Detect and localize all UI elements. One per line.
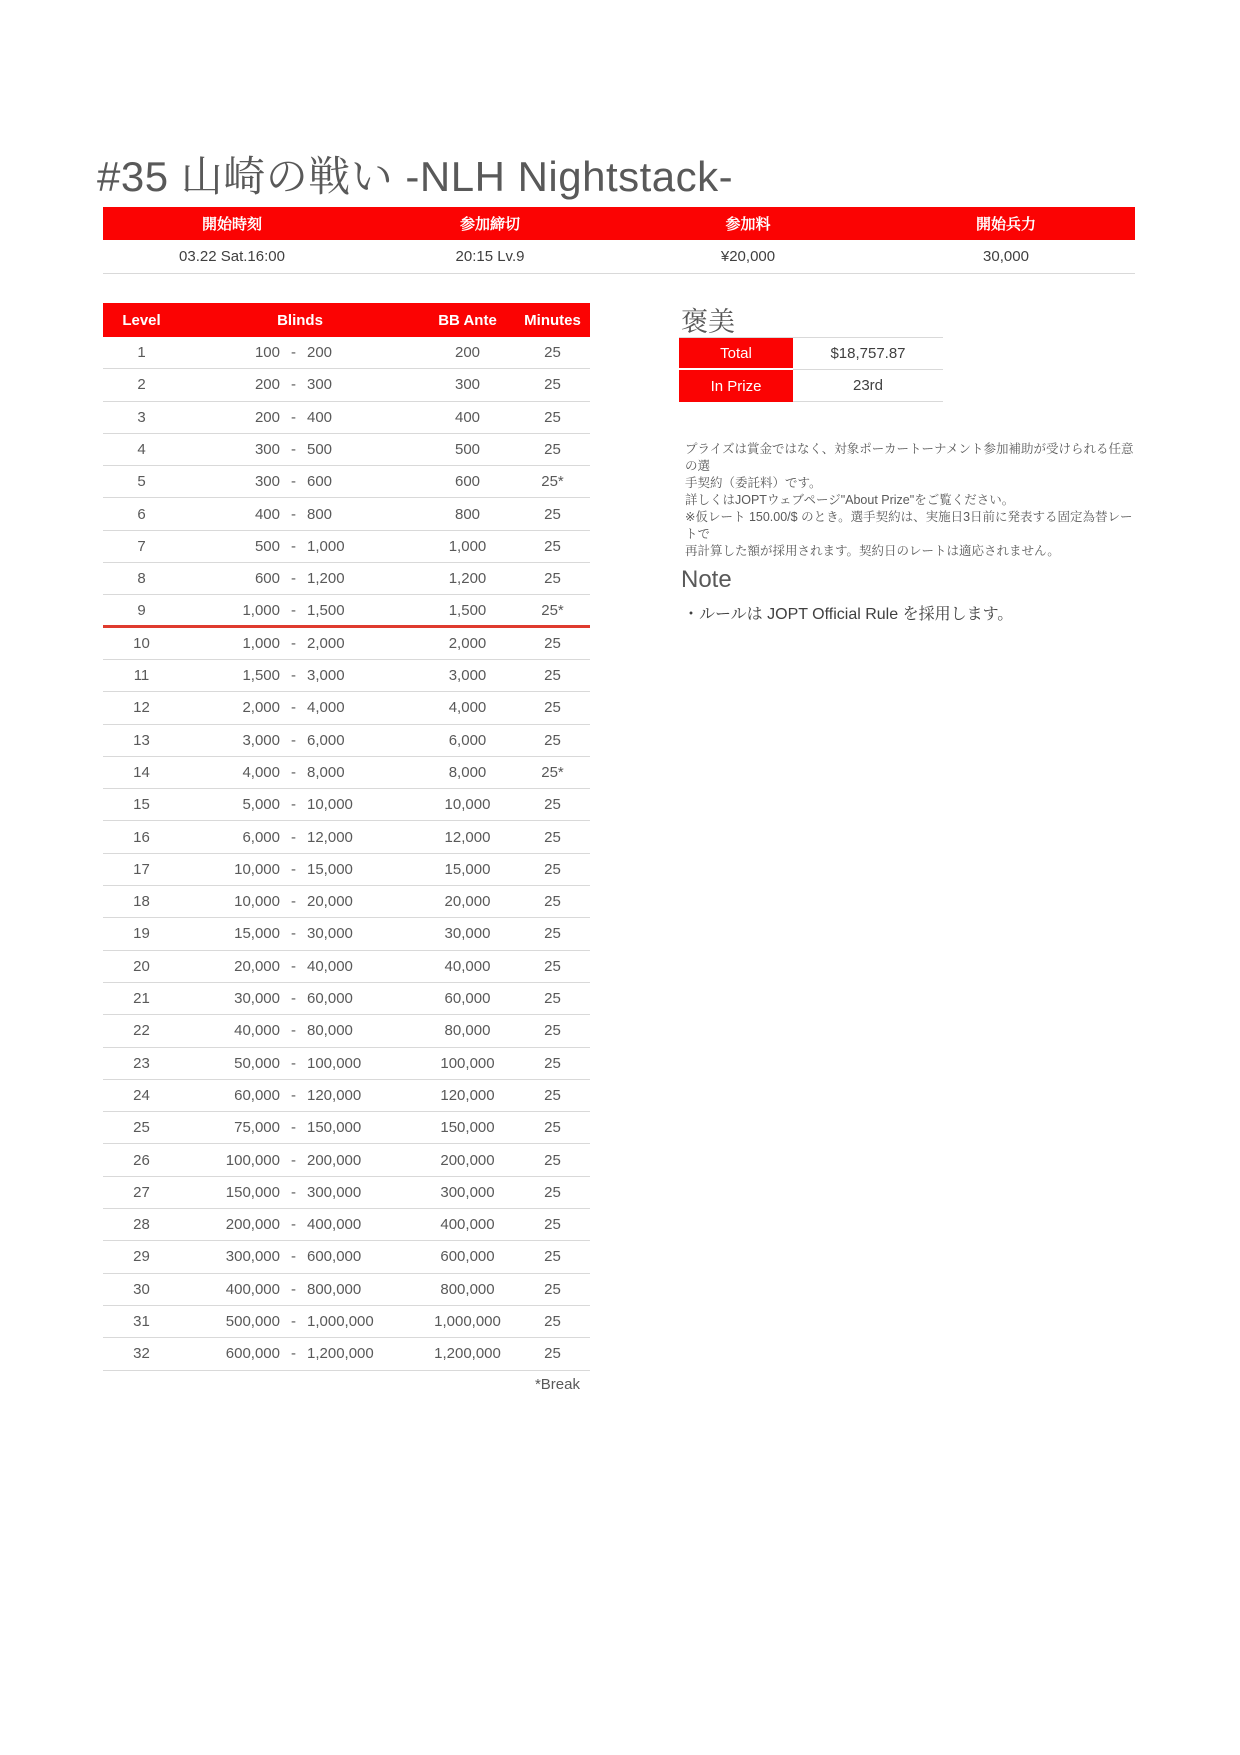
structure-row <box>103 918 590 950</box>
prize-note-line: 詳しくはJOPTウェブページ"About Prize"をご覧ください。 <box>685 493 1015 507</box>
bb-ante-cell: 1,000,000 <box>434 1313 501 1331</box>
blinds-separator: - <box>291 1054 296 1072</box>
blinds-separator: - <box>291 344 296 362</box>
bb-ante-cell: 40,000 <box>444 957 491 975</box>
bb-ante-cell: 1,500 <box>448 601 487 619</box>
big-blind-cell: 2,000 <box>307 634 345 652</box>
structure-row <box>103 466 590 498</box>
structure-row <box>103 337 590 369</box>
note-items <box>683 604 1013 626</box>
bb-ante-cell: 20,000 <box>444 893 491 911</box>
structure-row <box>103 563 590 595</box>
bb-ante-cell: 60,000 <box>444 990 491 1008</box>
structure-row <box>103 1209 590 1241</box>
small-blind-cell: 5,000 <box>242 796 280 814</box>
level-cell: 18 <box>133 893 150 911</box>
big-blind-cell: 10,000 <box>307 796 353 814</box>
bb-ante-cell: 600,000 <box>440 1248 495 1266</box>
structure-row <box>103 1241 590 1273</box>
small-blind-cell: 400,000 <box>225 1280 280 1298</box>
level-cell: 12 <box>133 699 150 717</box>
blinds-separator: - <box>291 893 296 911</box>
level-cell: 19 <box>133 925 150 943</box>
bb-ante-cell: 2,000 <box>448 634 487 652</box>
level-cell: 23 <box>133 1054 150 1072</box>
level-cell: 7 <box>137 537 146 555</box>
info-values-row <box>103 240 1135 274</box>
blinds-separator: - <box>291 990 296 1008</box>
prize-row-total <box>679 338 943 370</box>
level-cell: 5 <box>137 473 146 491</box>
small-blind-cell: 400 <box>254 505 280 523</box>
bb-ante-cell: 12,000 <box>444 828 491 846</box>
big-blind-cell: 200,000 <box>307 1151 362 1169</box>
info-header-entry-fee: 参加料 <box>725 216 771 233</box>
big-blind-cell: 500 <box>307 441 333 459</box>
big-blind-cell: 300,000 <box>307 1183 362 1201</box>
bb-ante-cell: 80,000 <box>444 1022 491 1040</box>
note-heading: Note <box>681 566 732 593</box>
blinds-separator: - <box>291 731 296 749</box>
level-cell: 27 <box>133 1183 150 1201</box>
bb-ante-cell: 800 <box>454 505 481 523</box>
structure-row <box>103 757 590 789</box>
small-blind-cell: 200 <box>254 408 280 426</box>
small-blind-cell: 2,000 <box>242 699 280 717</box>
blinds-separator: - <box>291 860 296 878</box>
info-header-starting-stack: 開始兵力 <box>975 216 1036 233</box>
big-blind-cell: 400,000 <box>307 1216 362 1234</box>
big-blind-cell: 150,000 <box>307 1119 362 1137</box>
structure-row <box>103 983 590 1015</box>
minutes-cell: 25 <box>544 699 561 717</box>
bb-ante-cell: 200 <box>454 344 481 362</box>
blinds-separator: - <box>291 1216 296 1234</box>
small-blind-cell: 1,000 <box>242 634 280 652</box>
big-blind-cell: 800 <box>307 505 333 523</box>
level-cell: 14 <box>133 764 150 781</box>
bb-ante-cell: 300 <box>454 376 481 394</box>
blind-structure-table <box>103 303 590 1371</box>
level-cell: 29 <box>133 1248 150 1266</box>
level-cell: 4 <box>137 441 146 459</box>
small-blind-cell: 75,000 <box>234 1119 280 1137</box>
small-blind-cell: 50,000 <box>234 1054 280 1072</box>
header-level: Level <box>122 311 161 329</box>
info-value-reg-close: 20:15 Lv.9 <box>455 248 525 265</box>
minutes-cell: 25 <box>544 634 561 652</box>
blinds-separator: - <box>291 1345 296 1363</box>
minutes-cell: 25 <box>544 667 561 685</box>
big-blind-cell: 1,500 <box>307 601 345 619</box>
structure-row <box>103 1306 590 1338</box>
big-blind-cell: 12,000 <box>307 828 353 846</box>
minutes-cell: 25 <box>544 860 561 878</box>
small-blind-cell: 4,000 <box>242 764 280 781</box>
big-blind-cell: 600 <box>307 473 333 491</box>
small-blind-cell: 200,000 <box>225 1216 280 1234</box>
big-blind-cell: 600,000 <box>307 1248 362 1266</box>
bb-ante-cell: 6,000 <box>448 731 487 749</box>
info-header-bar <box>103 207 1135 240</box>
small-blind-cell: 30,000 <box>234 990 280 1008</box>
info-header-reg-close: 参加締切 <box>459 216 520 233</box>
big-blind-cell: 800,000 <box>307 1280 362 1298</box>
level-cell: 10 <box>133 634 150 652</box>
blinds-separator: - <box>291 473 296 491</box>
level-cell: 9 <box>137 601 146 619</box>
big-blind-cell: 20,000 <box>307 893 353 911</box>
level-cell: 24 <box>133 1086 150 1104</box>
big-blind-cell: 1,200,000 <box>307 1345 374 1363</box>
level-cell: 2 <box>137 376 146 394</box>
structure-row <box>103 1177 590 1209</box>
structure-row <box>103 369 590 401</box>
minutes-cell: 25 <box>544 376 561 394</box>
small-blind-cell: 15,000 <box>234 925 280 943</box>
level-cell: 8 <box>137 570 146 588</box>
blinds-separator: - <box>291 699 296 717</box>
level-cell: 22 <box>133 1022 150 1040</box>
small-blind-cell: 500 <box>254 537 280 555</box>
bb-ante-cell: 30,000 <box>444 925 491 943</box>
structure-row <box>103 434 590 466</box>
blinds-separator: - <box>291 1183 296 1201</box>
structure-row <box>103 692 590 724</box>
structure-row <box>103 1274 590 1306</box>
blinds-separator: - <box>291 764 296 781</box>
small-blind-cell: 100,000 <box>225 1151 280 1169</box>
info-value-starting-stack: 30,000 <box>983 248 1029 265</box>
prize-table <box>679 337 943 402</box>
minutes-cell: 25 <box>544 957 561 975</box>
minutes-cell: 25 <box>544 1119 561 1137</box>
big-blind-cell: 300 <box>307 376 333 394</box>
blinds-separator: - <box>291 1022 296 1040</box>
blinds-separator: - <box>291 376 296 394</box>
big-blind-cell: 15,000 <box>307 860 353 878</box>
header-blinds: Blinds <box>277 311 323 329</box>
minutes-cell: 25 <box>544 1022 561 1040</box>
minutes-cell: 25* <box>541 473 564 491</box>
bb-ante-cell: 600 <box>454 473 481 491</box>
structure-body <box>103 337 590 1371</box>
structure-row <box>103 1144 590 1176</box>
bb-ante-cell: 10,000 <box>444 796 491 814</box>
big-blind-cell: 200 <box>307 344 333 362</box>
structure-row <box>103 498 590 530</box>
bb-ante-cell: 150,000 <box>440 1119 495 1137</box>
prize-total-label: Total <box>679 338 793 370</box>
note-item: ・ルールは JOPT Official Rule を採用します。 <box>683 606 1014 623</box>
big-blind-cell: 1,000,000 <box>307 1313 374 1331</box>
structure-row <box>103 531 590 563</box>
bb-ante-cell: 15,000 <box>444 860 491 878</box>
level-cell: 11 <box>133 667 150 685</box>
minutes-cell: 25 <box>544 408 561 426</box>
bb-ante-cell: 100,000 <box>440 1054 495 1072</box>
structure-row <box>103 821 590 853</box>
minutes-cell: 25 <box>544 1183 561 1201</box>
blinds-separator: - <box>291 667 296 685</box>
level-cell: 21 <box>133 990 150 1008</box>
bb-ante-cell: 4,000 <box>448 699 487 717</box>
big-blind-cell: 30,000 <box>307 925 353 943</box>
level-cell: 28 <box>133 1216 150 1234</box>
blinds-separator: - <box>291 537 296 555</box>
minutes-cell: 25 <box>544 1054 561 1072</box>
structure-row <box>103 951 590 983</box>
small-blind-cell: 10,000 <box>234 893 280 911</box>
minutes-cell: 25 <box>544 1248 561 1266</box>
bb-ante-cell: 200,000 <box>440 1151 495 1169</box>
structure-row <box>103 402 590 434</box>
info-value-start-time: 03.22 Sat.16:00 <box>179 248 285 265</box>
blinds-separator: - <box>291 957 296 975</box>
level-cell: 6 <box>137 505 146 523</box>
page-title: #35 山崎の戦い -NLH Nightstack- <box>97 153 734 200</box>
small-blind-cell: 300,000 <box>225 1248 280 1266</box>
blinds-separator: - <box>291 441 296 459</box>
structure-row <box>103 660 590 692</box>
small-blind-cell: 1,000 <box>242 601 280 619</box>
blinds-separator: - <box>291 505 296 523</box>
blinds-separator: - <box>291 796 296 814</box>
blinds-separator: - <box>291 1280 296 1298</box>
structure-row <box>103 886 590 918</box>
bb-ante-cell: 8,000 <box>448 764 487 781</box>
small-blind-cell: 300 <box>254 441 280 459</box>
minutes-cell: 25 <box>544 731 561 749</box>
level-cell: 17 <box>133 860 150 878</box>
level-cell: 32 <box>133 1345 150 1363</box>
minutes-cell: 25 <box>544 344 561 362</box>
small-blind-cell: 150,000 <box>225 1183 280 1201</box>
big-blind-cell: 120,000 <box>307 1086 362 1104</box>
small-blind-cell: 6,000 <box>242 828 280 846</box>
big-blind-cell: 1,000 <box>307 537 345 555</box>
big-blind-cell: 8,000 <box>307 764 345 781</box>
structure-header-row <box>103 303 590 337</box>
blinds-separator: - <box>291 925 296 943</box>
small-blind-cell: 10,000 <box>234 860 280 878</box>
structure-row <box>103 789 590 821</box>
minutes-cell: 25 <box>544 1086 561 1104</box>
big-blind-cell: 80,000 <box>307 1022 353 1040</box>
big-blind-cell: 1,200 <box>307 570 345 588</box>
small-blind-cell: 600,000 <box>225 1345 280 1363</box>
level-cell: 31 <box>133 1313 150 1331</box>
structure-row <box>103 1080 590 1112</box>
minutes-cell: 25 <box>544 570 561 588</box>
minutes-cell: 25 <box>544 537 561 555</box>
level-cell: 20 <box>133 957 150 975</box>
big-blind-cell: 100,000 <box>307 1054 362 1072</box>
break-note: *Break <box>534 1376 580 1393</box>
structure-row <box>103 628 590 660</box>
blinds-separator: - <box>291 634 296 652</box>
info-header-start-time: 開始時刻 <box>201 216 262 233</box>
level-cell: 25 <box>133 1119 150 1137</box>
minutes-cell: 25* <box>541 764 564 781</box>
level-cell: 13 <box>133 731 150 749</box>
prize-note-line: 再計算した額が採用されます。契約日のレートは適応されません。 <box>685 544 1060 558</box>
minutes-cell: 25* <box>541 601 564 619</box>
structure-row <box>103 1015 590 1047</box>
bb-ante-cell: 120,000 <box>440 1086 495 1104</box>
header-bb-ante: BB Ante <box>438 311 497 329</box>
blinds-separator: - <box>291 1119 296 1137</box>
prize-in-prize-label: In Prize <box>679 370 793 402</box>
minutes-cell: 25 <box>544 1280 561 1298</box>
level-cell: 26 <box>133 1151 150 1169</box>
small-blind-cell: 40,000 <box>234 1022 280 1040</box>
blinds-separator: - <box>291 570 296 588</box>
level-cell: 15 <box>133 796 150 814</box>
level-cell: 3 <box>137 408 146 426</box>
big-blind-cell: 3,000 <box>307 667 345 685</box>
level-cell: 30 <box>133 1280 150 1298</box>
prize-in-prize-value: 23rd <box>793 370 943 402</box>
structure-row <box>103 1048 590 1080</box>
blinds-separator: - <box>291 1248 296 1266</box>
structure-row <box>103 1338 590 1370</box>
structure-row <box>103 595 590 627</box>
prize-disclaimer-text <box>685 441 1140 560</box>
minutes-cell: 25 <box>544 1151 561 1169</box>
minutes-cell: 25 <box>544 1345 561 1363</box>
minutes-cell: 25 <box>544 1313 561 1331</box>
bb-ante-cell: 800,000 <box>440 1280 495 1298</box>
minutes-cell: 25 <box>544 893 561 911</box>
small-blind-cell: 600 <box>254 570 280 588</box>
blinds-separator: - <box>291 1151 296 1169</box>
bb-ante-cell: 1,200 <box>448 570 487 588</box>
small-blind-cell: 300 <box>254 473 280 491</box>
structure-row <box>103 1112 590 1144</box>
level-cell: 16 <box>133 828 150 846</box>
minutes-cell: 25 <box>544 796 561 814</box>
minutes-cell: 25 <box>544 441 561 459</box>
blinds-separator: - <box>291 828 296 846</box>
bb-ante-cell: 1,000 <box>448 537 487 555</box>
bb-ante-cell: 300,000 <box>440 1183 495 1201</box>
prize-row-in-prize <box>679 370 943 402</box>
prize-note-line: プライズは賞金ではなく、対象ポーカートーナメント参加補助が受けられる任意の選 <box>685 442 1134 473</box>
minutes-cell: 25 <box>544 505 561 523</box>
small-blind-cell: 3,000 <box>242 731 280 749</box>
structure-row <box>103 854 590 886</box>
bb-ante-cell: 400,000 <box>440 1216 495 1234</box>
prize-section-heading: 褒美 <box>681 307 735 337</box>
blinds-separator: - <box>291 1313 296 1331</box>
bb-ante-cell: 500 <box>454 441 481 459</box>
level-cell: 1 <box>137 344 146 362</box>
prize-note-line: ※仮レート 150.00/$ のとき。選手契約は、実施日3日前に発表する固定為替レートで <box>685 510 1133 541</box>
big-blind-cell: 40,000 <box>307 957 353 975</box>
small-blind-cell: 1,500 <box>242 667 280 685</box>
blinds-separator: - <box>291 1086 296 1104</box>
minutes-cell: 25 <box>544 925 561 943</box>
small-blind-cell: 200 <box>254 376 280 394</box>
small-blind-cell: 60,000 <box>234 1086 280 1104</box>
header-minutes: Minutes <box>524 311 581 329</box>
minutes-cell: 25 <box>544 1216 561 1234</box>
structure-row <box>103 725 590 757</box>
blinds-separator: - <box>291 408 296 426</box>
minutes-cell: 25 <box>544 990 561 1008</box>
blinds-separator: - <box>291 601 296 619</box>
info-value-entry-fee: ¥20,000 <box>720 248 776 265</box>
big-blind-cell: 60,000 <box>307 990 353 1008</box>
bb-ante-cell: 3,000 <box>448 667 487 685</box>
minutes-cell: 25 <box>544 828 561 846</box>
big-blind-cell: 4,000 <box>307 699 345 717</box>
bb-ante-cell: 400 <box>454 408 481 426</box>
prize-total-value: $18,757.87 <box>793 338 943 370</box>
small-blind-cell: 100 <box>254 344 280 362</box>
bb-ante-cell: 1,200,000 <box>434 1345 501 1363</box>
big-blind-cell: 400 <box>307 408 333 426</box>
small-blind-cell: 20,000 <box>234 957 280 975</box>
prize-note-line: 手契約（委託料）です。 <box>685 476 822 490</box>
big-blind-cell: 6,000 <box>307 731 345 749</box>
small-blind-cell: 500,000 <box>225 1313 280 1331</box>
